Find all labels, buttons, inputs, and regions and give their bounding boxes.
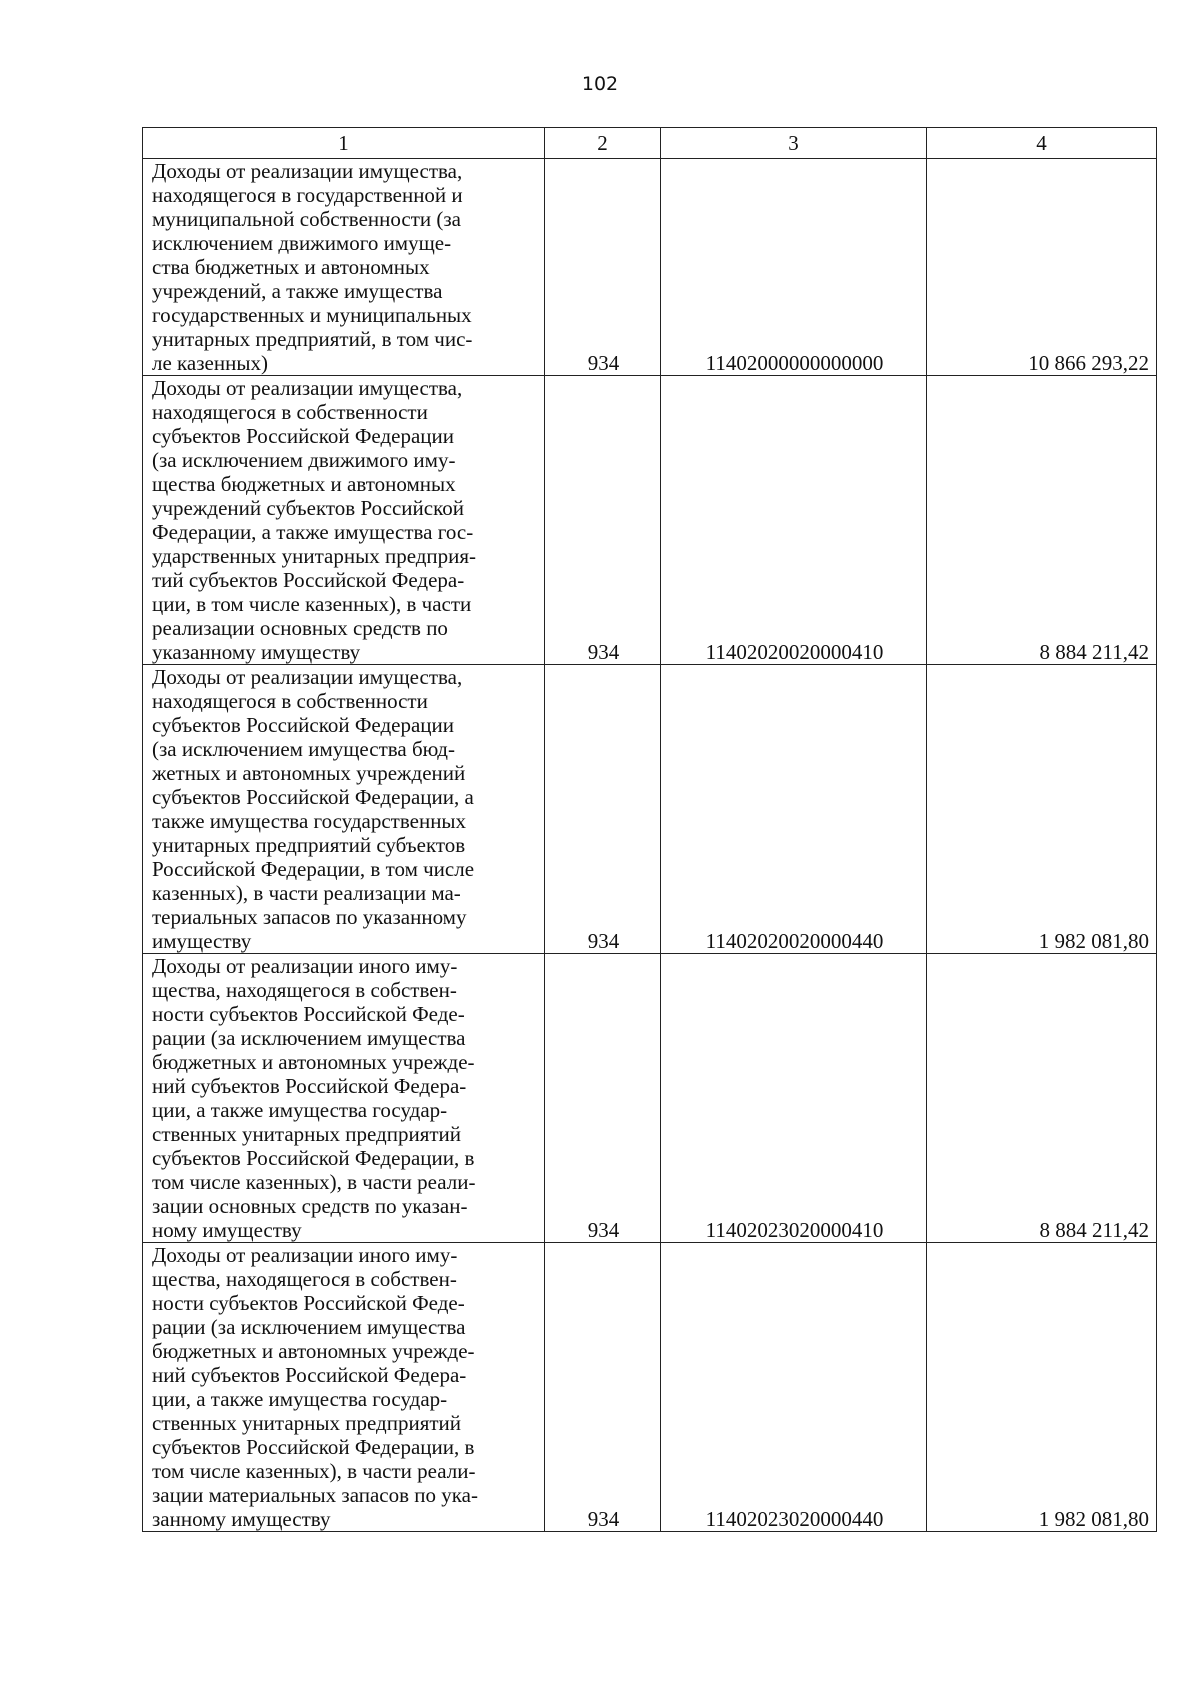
row-admin-code: 934: [545, 1243, 661, 1532]
table-row: [143, 665, 1157, 954]
row-description: Доходы от реализации иного иму- щества, находящегося в собствен- ности субъектов Российской Феде- рации (за исключением имущества бюджетных и автономных учрежде- ний субъектов Российской Федера- ции, а также имущества государ- ственных унитарных предприятий субъектов Российской Федерации, в том числе казенных), в части реали- зации основных средств по указан- ному имуществу: [143, 954, 545, 1243]
row-budget-code: 11402023020000440: [661, 1243, 927, 1532]
row-description: Доходы от реализации имущества, находящегося в собственности субъектов Российской Федерации (за исключением имущества бюд- жетных и автономных учреждений субъектов Российской Федерации, а также имущества государственных унитарных предприятий субъектов Российской Федерации, в том числе казенных), в части реализации ма- териальных запасов по указанному имуществу: [143, 665, 545, 954]
row-amount: 8 884 211,42: [927, 376, 1157, 665]
table-row: [143, 1243, 1157, 1532]
table-row: [143, 159, 1157, 376]
row-amount: 8 884 211,42: [927, 954, 1157, 1243]
table-row: [143, 954, 1157, 1243]
header-row: [143, 128, 1157, 159]
row-admin-code: 934: [545, 954, 661, 1243]
row-amount: 1 982 081,80: [927, 665, 1157, 954]
column-header-3: 3: [661, 128, 927, 159]
table-row: [143, 376, 1157, 665]
row-budget-code: 11402020020000440: [661, 665, 927, 954]
row-description: Доходы от реализации имущества, находящегося в государственной и муниципальной собственности (за исключением движимого имуще- ства бюджетных и автономных учреждений, а также имущества государственных и муниципальных унитарных предприятий, в том чис- ле казенных): [143, 159, 545, 376]
row-amount: 1 982 081,80: [927, 1243, 1157, 1532]
revenue-table: [142, 127, 1157, 1532]
column-header-1: 1: [143, 128, 545, 159]
row-admin-code: 934: [545, 376, 661, 665]
row-amount: 10 866 293,22: [927, 159, 1157, 376]
row-description: Доходы от реализации иного иму- щества, находящегося в собствен- ности субъектов Российской Феде- рации (за исключением имущества бюджетных и автономных учрежде- ний субъектов Российской Федера- ции, а также имущества государ- ственных унитарных предприятий субъектов Российской Федерации, в том числе казенных), в части реали- зации материальных запасов по ука- занному имуществу: [143, 1243, 545, 1532]
row-admin-code: 934: [545, 159, 661, 376]
row-budget-code: 11402020020000410: [661, 376, 927, 665]
row-admin-code: 934: [545, 665, 661, 954]
row-budget-code: 11402000000000000: [661, 159, 927, 376]
row-description: Доходы от реализации имущества, находящегося в собственности субъектов Российской Федерации (за исключением движимого иму- щества бюджетных и автономных учреждений субъектов Российской Федерации, а также имущества гос- ударственных унитарных предприя- тий субъектов Российской Федера- ции, в том числе казенных), в части реализации основных средств по указанному имуществу: [143, 376, 545, 665]
column-header-4: 4: [927, 128, 1157, 159]
page-number: 102: [581, 73, 619, 95]
column-header-2: 2: [545, 128, 661, 159]
row-budget-code: 11402023020000410: [661, 954, 927, 1243]
